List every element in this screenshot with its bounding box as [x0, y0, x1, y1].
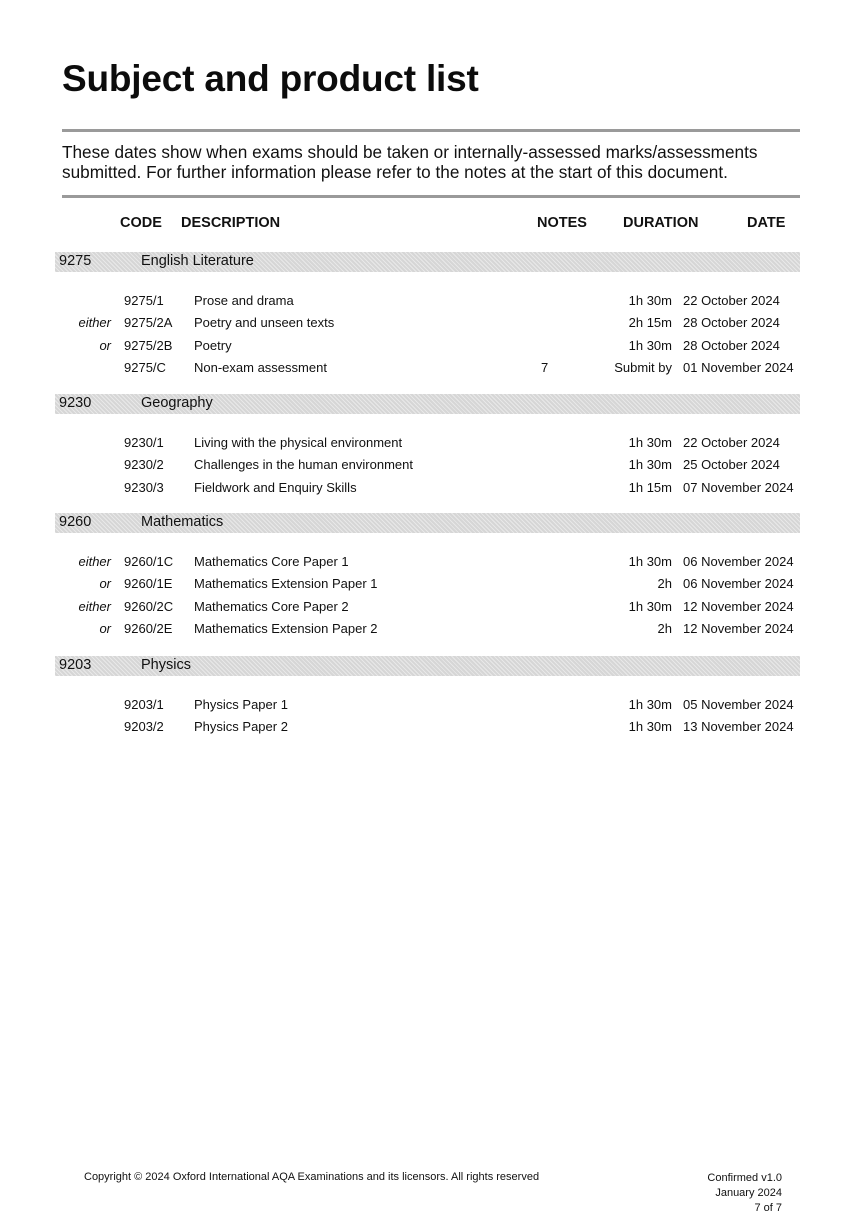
component-date: 05 November 2024: [683, 697, 794, 712]
component-description: Non-exam assessment: [194, 359, 327, 375]
column-header-notes: NOTES: [537, 215, 587, 231]
column-header-code: CODE: [120, 215, 162, 231]
component-description: Challenges in the human environment: [194, 457, 413, 473]
component-duration: 1h 30m: [628, 719, 672, 735]
component-duration: 1h 30m: [628, 697, 672, 712]
subject-header-band: [55, 252, 800, 272]
component-duration: 1h 15m: [628, 479, 672, 495]
footer-version: Confirmed v1.0: [707, 1172, 782, 1184]
intro-divider: [62, 195, 800, 198]
table-row: [0, 338, 865, 358]
component-date: 22 October 2024: [683, 435, 780, 450]
component-qualifier: either: [78, 315, 111, 331]
component-duration: 2h 15m: [628, 315, 672, 331]
footer-date: January 2024: [715, 1187, 782, 1199]
component-date: 13 November 2024: [683, 719, 794, 735]
component-code: 9230/3: [124, 479, 164, 495]
component-description: Prose and drama: [194, 293, 294, 308]
table-row: [0, 554, 865, 574]
page-title: Subject and product list: [62, 58, 479, 99]
component-description: Poetry and unseen texts: [194, 315, 335, 331]
footer-page-number: 7 of 7: [754, 1202, 782, 1214]
component-code: 9203/1: [124, 697, 164, 712]
component-duration: 2h: [657, 620, 672, 636]
component-date: 22 October 2024: [683, 293, 780, 308]
intro-text: These dates show when exams should be taken or internally-assessed marks/assessments submitted. For further information please refer to the notes at the start of this document.: [62, 142, 758, 182]
component-code: 9230/1: [124, 435, 164, 450]
component-code: 9260/1E: [124, 576, 173, 592]
subject-name: Geography: [141, 395, 213, 411]
subject-header-band: [55, 394, 800, 414]
component-code: 9275/1: [124, 293, 164, 308]
subject-code: 9230: [59, 395, 92, 411]
component-description: Physics Paper 1: [194, 697, 288, 712]
table-row: [0, 457, 865, 477]
component-date: 12 November 2024: [683, 620, 794, 636]
component-duration: 1h 30m: [628, 554, 672, 569]
component-code: 9275/2B: [124, 337, 173, 353]
component-date: 28 October 2024: [683, 337, 780, 353]
subject-code: 9203: [59, 657, 92, 673]
subject-code: 9275: [59, 253, 92, 269]
component-description: Mathematics Core Paper 2: [194, 598, 349, 614]
subject-header-band: [55, 513, 800, 533]
component-code: 9275/C: [124, 359, 166, 375]
footer-copyright: Copyright © 2024 Oxford International AQA Examinations and its licensors. All rights reserved: [84, 1171, 540, 1183]
component-code: 9260/1C: [124, 554, 174, 569]
component-date: 06 November 2024: [683, 576, 794, 592]
component-qualifier: or: [99, 337, 111, 353]
component-qualifier: or: [99, 576, 111, 592]
component-date: 28 October 2024: [683, 315, 780, 331]
subject-name: Mathematics: [141, 514, 224, 530]
component-date: 25 October 2024: [683, 457, 780, 473]
component-qualifier: either: [78, 554, 111, 569]
component-description: Living with the physical environment: [194, 435, 403, 450]
table-row: [0, 697, 865, 717]
component-code: 9260/2C: [124, 598, 174, 614]
subject-code: 9260: [59, 514, 92, 530]
component-duration: Submit by: [614, 359, 672, 375]
component-date: 12 November 2024: [683, 598, 794, 614]
table-row: [0, 719, 865, 739]
subject-name: Physics: [141, 657, 191, 673]
footer-meta: [707, 1171, 782, 1216]
subject-name: English Literature: [141, 253, 254, 269]
top-divider: [62, 129, 800, 132]
table-row: [0, 621, 865, 641]
component-code: 9260/2E: [124, 620, 173, 636]
component-date: 07 November 2024: [683, 479, 794, 495]
table-row: [0, 293, 865, 313]
table-row: [0, 576, 865, 596]
component-duration: 1h 30m: [628, 457, 672, 473]
table-row: [0, 480, 865, 500]
column-header-duration: DURATION: [623, 215, 699, 231]
component-notes: 7: [541, 359, 549, 375]
table-row: [0, 315, 865, 335]
component-qualifier: either: [78, 598, 111, 614]
component-code: 9275/2A: [124, 315, 173, 331]
table-row: [0, 360, 865, 380]
component-duration: 2h: [657, 576, 672, 592]
component-description: Poetry: [194, 337, 232, 353]
component-description: Mathematics Extension Paper 1: [194, 576, 378, 592]
table-row: [0, 435, 865, 455]
component-duration: 1h 30m: [628, 337, 672, 353]
component-description: Mathematics Core Paper 1: [194, 554, 349, 569]
component-date: 01 November 2024: [683, 359, 794, 375]
component-date: 06 November 2024: [683, 554, 794, 569]
subject-header-band: [55, 656, 800, 676]
column-header-date: DATE: [747, 215, 786, 231]
component-description: Fieldwork and Enquiry Skills: [194, 479, 357, 495]
component-code: 9203/2: [124, 719, 164, 735]
component-duration: 1h 30m: [628, 598, 672, 614]
component-duration: 1h 30m: [628, 435, 672, 450]
component-duration: 1h 30m: [628, 293, 672, 308]
table-row: [0, 599, 865, 619]
component-qualifier: or: [99, 620, 111, 636]
column-header-description: DESCRIPTION: [181, 215, 281, 231]
component-description: Mathematics Extension Paper 2: [194, 620, 378, 636]
component-code: 9230/2: [124, 457, 164, 473]
component-description: Physics Paper 2: [194, 719, 288, 735]
